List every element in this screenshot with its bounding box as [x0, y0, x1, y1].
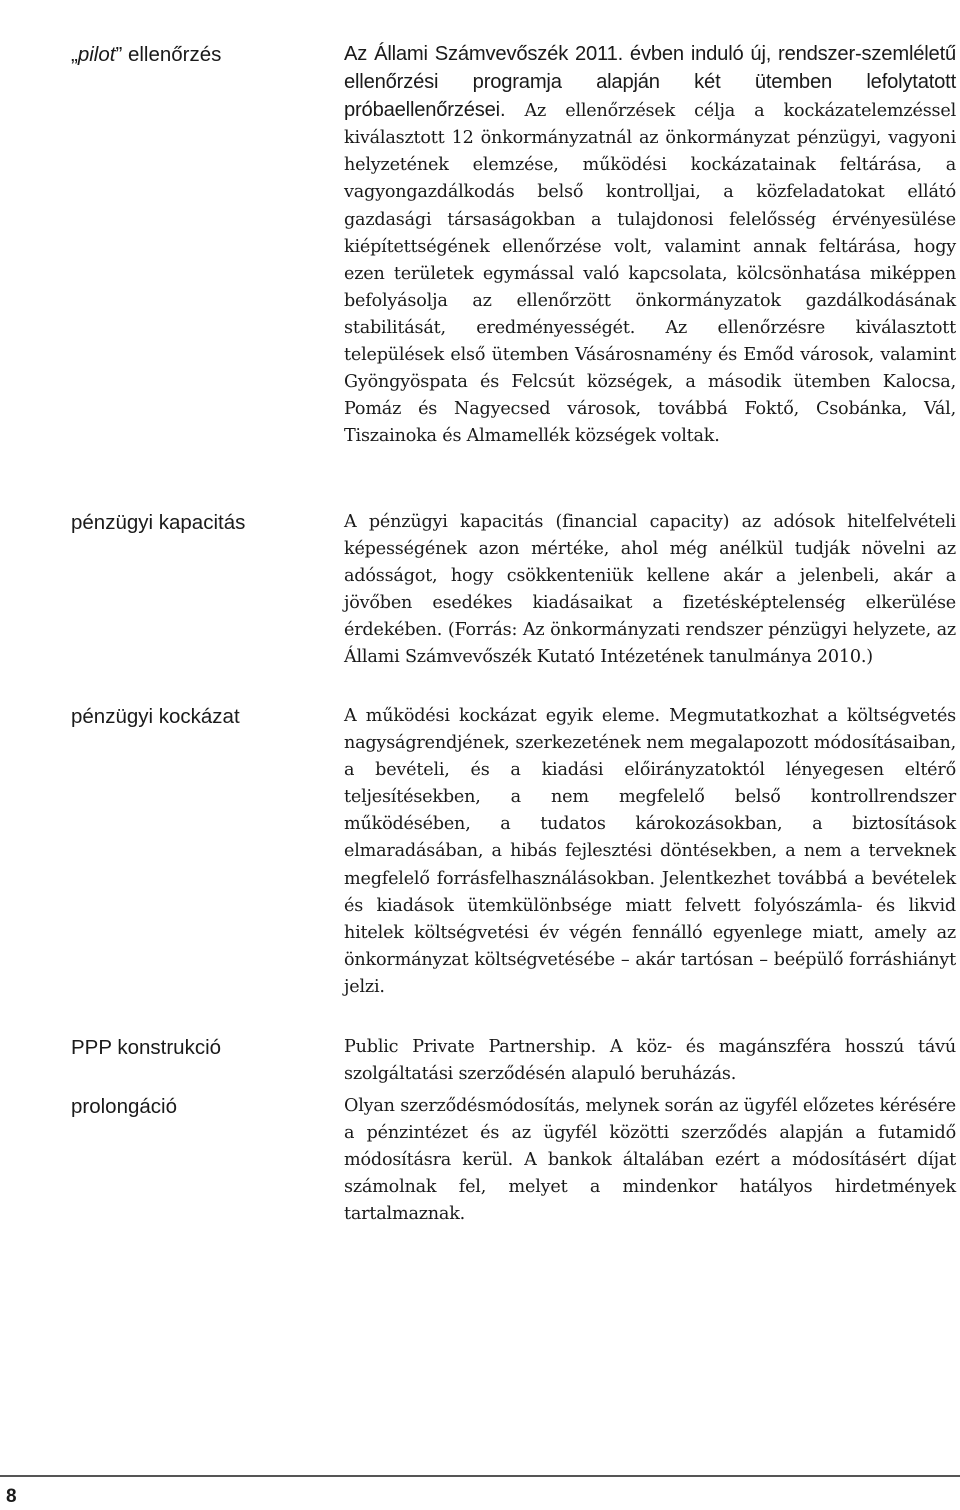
glossary-term — [71, 41, 331, 68]
term-quote-close: ” — [115, 43, 123, 66]
glossary-term: pénzügyi kapacitás — [71, 511, 246, 534]
glossary-term: pénzügyi kockázat — [71, 705, 240, 728]
term-quote-open: „ — [71, 43, 78, 66]
glossary-definition: Olyan szerződésmódosítás, melynek során az ügyfél előzetes kérésére a pénzintézet és az ügyfél közötti szerződés alapján a futamidő módosításra kerül. A bankok általában ezért a módosításért díjat számolnak fel, melyet a mindenkor hatályos hirdetmények tartalmaznak. — [344, 1096, 956, 1225]
glossary-term: prolongáció — [71, 1095, 177, 1118]
term-rest: ellenőrzés — [122, 43, 222, 66]
glossary-definition — [344, 41, 956, 450]
glossary-definition: Public Private Partnership. A köz- és magánszféra hosszú távú szolgáltatási szerződésén alapuló beruházás. — [344, 1037, 956, 1085]
definition-part-1: Az Állami Számvevőszék 2011. évben induló új, rendszer-szemléletű ellenőrzési programja alapján két ütemben lefolytatott próbaellenőrzései. — [344, 43, 956, 122]
glossary-term: PPP konstrukció — [71, 1036, 222, 1059]
definition-part-2: Az ellenőrzések célja a kockázatelemzéssel kiválasztott 12 önkormányzatnál az önkormányzat pénzügyi, vagyoni helyzetének elemzése, működési kockázatainak feltárása, a vagyongazdálkodás belső kontrolljai, a közfeladatokat ellátó gazdasági társaságokban a tulajdonosi felelősség érvényesülése kiépítettségének ellenőrzése volt, valamint annak feltárása, hogy ezen területek egymással való kapcsolata, kölcsönhatása miképpen befolyásolja az ellenőrzött önkormányzatok gazdálkodásának stabilitását, eredményességét. Az ellenőrzésre kiválasztott települések első ütemben Vásárosnamény és Emőd városok, valamint Gyöngyöspata és Felcsút községek, a második ütemben Kalocsa, Pomáz és Nagyecsed városok, továbbá Foktő, Csobánka, Vál, Tiszainoka és Almamellék községek voltak. — [344, 101, 956, 447]
glossary-definition: A pénzügyi kapacitás (financial capacity) az adósok hitelfelvételi képességének azon mértéke, ahol még anélkül tudják növelni az adósságot, hogy csökkenteniük kellene akár a jelenbeli, akár a jövőben esedékes kiadásaikat a fizetésképtelenség elkerülése érdekében. (Forrás: Az önkormányzati rendszer pénzügyi helyzete, az Állami Számvevőszék Kutató Intézetének tanulmánya 2010.) — [344, 512, 956, 668]
term-pilot-word: pilot — [77, 43, 116, 66]
footer-rule — [0, 1475, 960, 1477]
glossary-definition: A működési kockázat egyik eleme. Megmutatkozhat a költségvetés nagyságrendjének, szerkezetének nem megalapozott módosításaiban, a bevételi, és a kiadási előirányzatoktól lényegesen eltérő teljesítésekben, a nem megfelelő belső kontrollrendszer működésében, a tudatos károkozásokban, a biztosítások elmaradásában, a hibás fejlesztési döntésekben, a nem a terveknek megfelelő forrásfelhasználásokban. Jelentkezhet továbbá a bevételek és kiadások ütemkülönbsége miatt felvett folyószámla- és likvid hitelek költségvetési év végén fennálló egyenlege miatt, amely az önkormányzat költségvetésébe – akár tartósan – beépülő forráshiányt jelzi. — [344, 706, 956, 997]
page-number: 8 — [6, 1486, 17, 1507]
